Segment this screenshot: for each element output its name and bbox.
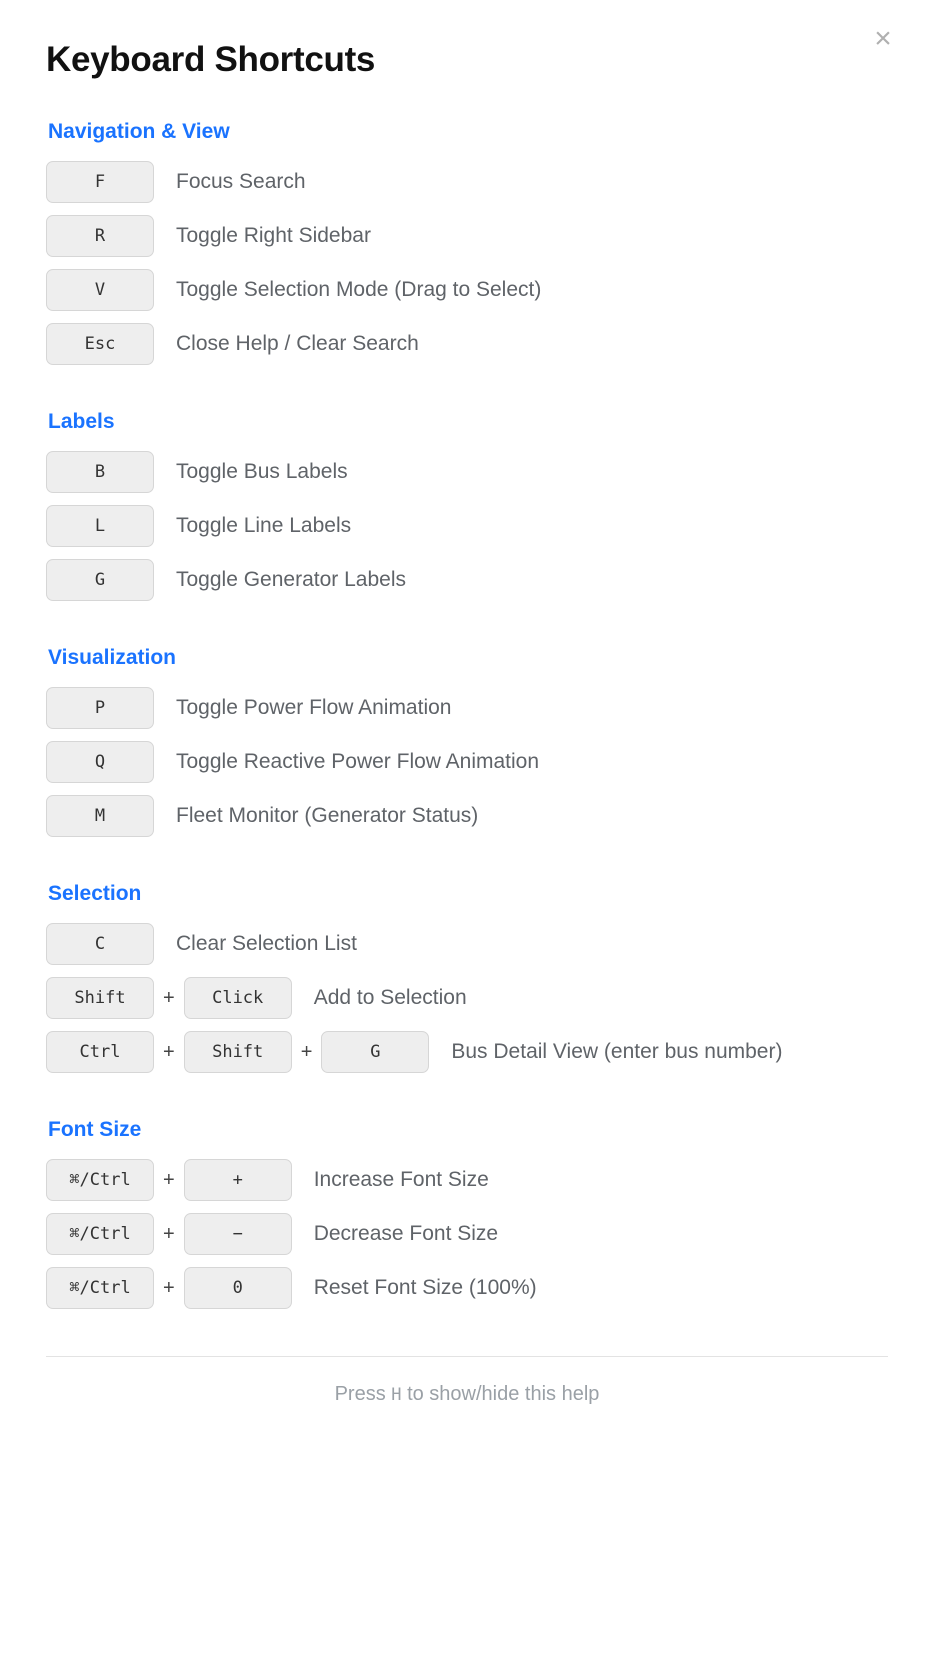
plus-separator: + xyxy=(163,1040,175,1063)
shortcut-row xyxy=(46,450,888,494)
section-title: Visualization xyxy=(48,646,176,669)
key-cap[interactable]: B xyxy=(46,451,154,493)
shortcut-description: Toggle Line Labels xyxy=(176,514,352,537)
shortcut-row xyxy=(46,1266,888,1310)
section-title: Navigation & View xyxy=(48,120,230,143)
shortcut-section xyxy=(46,410,888,602)
key-cap[interactable]: Shift xyxy=(46,977,154,1019)
shortcut-description: Focus Search xyxy=(176,170,306,193)
key-cap[interactable]: L xyxy=(46,505,154,547)
shortcut-description: Toggle Bus Labels xyxy=(176,460,348,483)
key-cap[interactable]: Q xyxy=(46,741,154,783)
close-icon[interactable]: × xyxy=(866,22,900,56)
shortcut-section xyxy=(46,882,888,1074)
shortcut-description: Toggle Power Flow Animation xyxy=(176,696,452,719)
footer-key: H xyxy=(391,1385,402,1405)
key-cap[interactable]: G xyxy=(321,1031,429,1073)
key-cap[interactable]: + xyxy=(184,1159,292,1201)
key-cap[interactable]: Shift xyxy=(184,1031,292,1073)
key-cap[interactable]: Ctrl xyxy=(46,1031,154,1073)
footer-prefix: Press xyxy=(334,1383,392,1405)
shortcut-row xyxy=(46,976,888,1020)
plus-separator: + xyxy=(300,1040,313,1063)
shortcut-description: Toggle Reactive Power Flow Animation xyxy=(176,750,540,773)
shortcut-description: Decrease Font Size xyxy=(313,1222,499,1245)
key-cap[interactable]: G xyxy=(46,559,154,601)
shortcut-description: Bus Detail View (enter bus number) xyxy=(451,1040,783,1063)
shortcut-description: Close Help / Clear Search xyxy=(176,332,419,355)
shortcut-row xyxy=(46,686,888,730)
plus-separator: + xyxy=(163,1168,175,1191)
plus-separator: + xyxy=(163,1276,175,1299)
section-title: Selection xyxy=(48,882,142,905)
shortcut-row xyxy=(46,1158,888,1202)
key-cap[interactable]: ⌘/Ctrl xyxy=(46,1159,154,1201)
shortcut-description: Toggle Selection Mode (Drag to Select) xyxy=(176,278,542,301)
key-cap[interactable]: − xyxy=(184,1213,292,1255)
shortcut-row xyxy=(46,740,888,784)
shortcut-row xyxy=(46,1212,888,1256)
shortcut-description: Toggle Generator Labels xyxy=(176,568,406,591)
shortcut-section xyxy=(46,646,888,838)
key-cap[interactable]: R xyxy=(46,215,154,257)
section-title: Font Size xyxy=(48,1118,142,1141)
shortcut-row xyxy=(46,268,888,312)
shortcut-row xyxy=(46,504,888,548)
key-cap[interactable]: M xyxy=(46,795,154,837)
section-title: Labels xyxy=(48,410,115,433)
shortcut-row xyxy=(46,794,888,838)
shortcut-row xyxy=(46,214,888,258)
shortcut-section xyxy=(46,1118,888,1310)
shortcut-row xyxy=(46,922,888,966)
plus-separator: + xyxy=(163,1222,175,1245)
shortcut-row xyxy=(46,160,888,204)
shortcut-description: Add to Selection xyxy=(313,986,467,1009)
plus-separator: + xyxy=(163,986,175,1009)
key-cap[interactable]: Esc xyxy=(46,323,154,365)
shortcut-description: Clear Selection List xyxy=(176,932,357,955)
shortcut-row xyxy=(46,1030,888,1074)
key-cap[interactable]: P xyxy=(46,687,154,729)
key-cap[interactable]: V xyxy=(46,269,154,311)
key-cap[interactable]: ⌘/Ctrl xyxy=(46,1267,154,1309)
key-cap[interactable]: C xyxy=(46,923,154,965)
shortcut-row xyxy=(46,558,888,602)
shortcut-description: Reset Font Size (100%) xyxy=(313,1276,537,1299)
key-cap[interactable]: 0 xyxy=(184,1267,292,1309)
shortcut-row xyxy=(46,322,888,366)
shortcut-description: Increase Font Size xyxy=(313,1168,489,1191)
shortcut-section xyxy=(46,120,888,366)
footer-suffix: to show/hide this help xyxy=(401,1383,600,1405)
help-footer xyxy=(46,1357,888,1436)
key-cap[interactable]: Click xyxy=(184,977,292,1019)
shortcut-description: Fleet Monitor (Generator Status) xyxy=(176,804,479,827)
shortcut-sections xyxy=(46,120,888,1310)
page-title: Keyboard Shortcuts xyxy=(46,40,376,79)
key-cap[interactable]: ⌘/Ctrl xyxy=(46,1213,154,1255)
shortcut-description: Toggle Right Sidebar xyxy=(176,224,371,247)
key-cap[interactable]: F xyxy=(46,161,154,203)
